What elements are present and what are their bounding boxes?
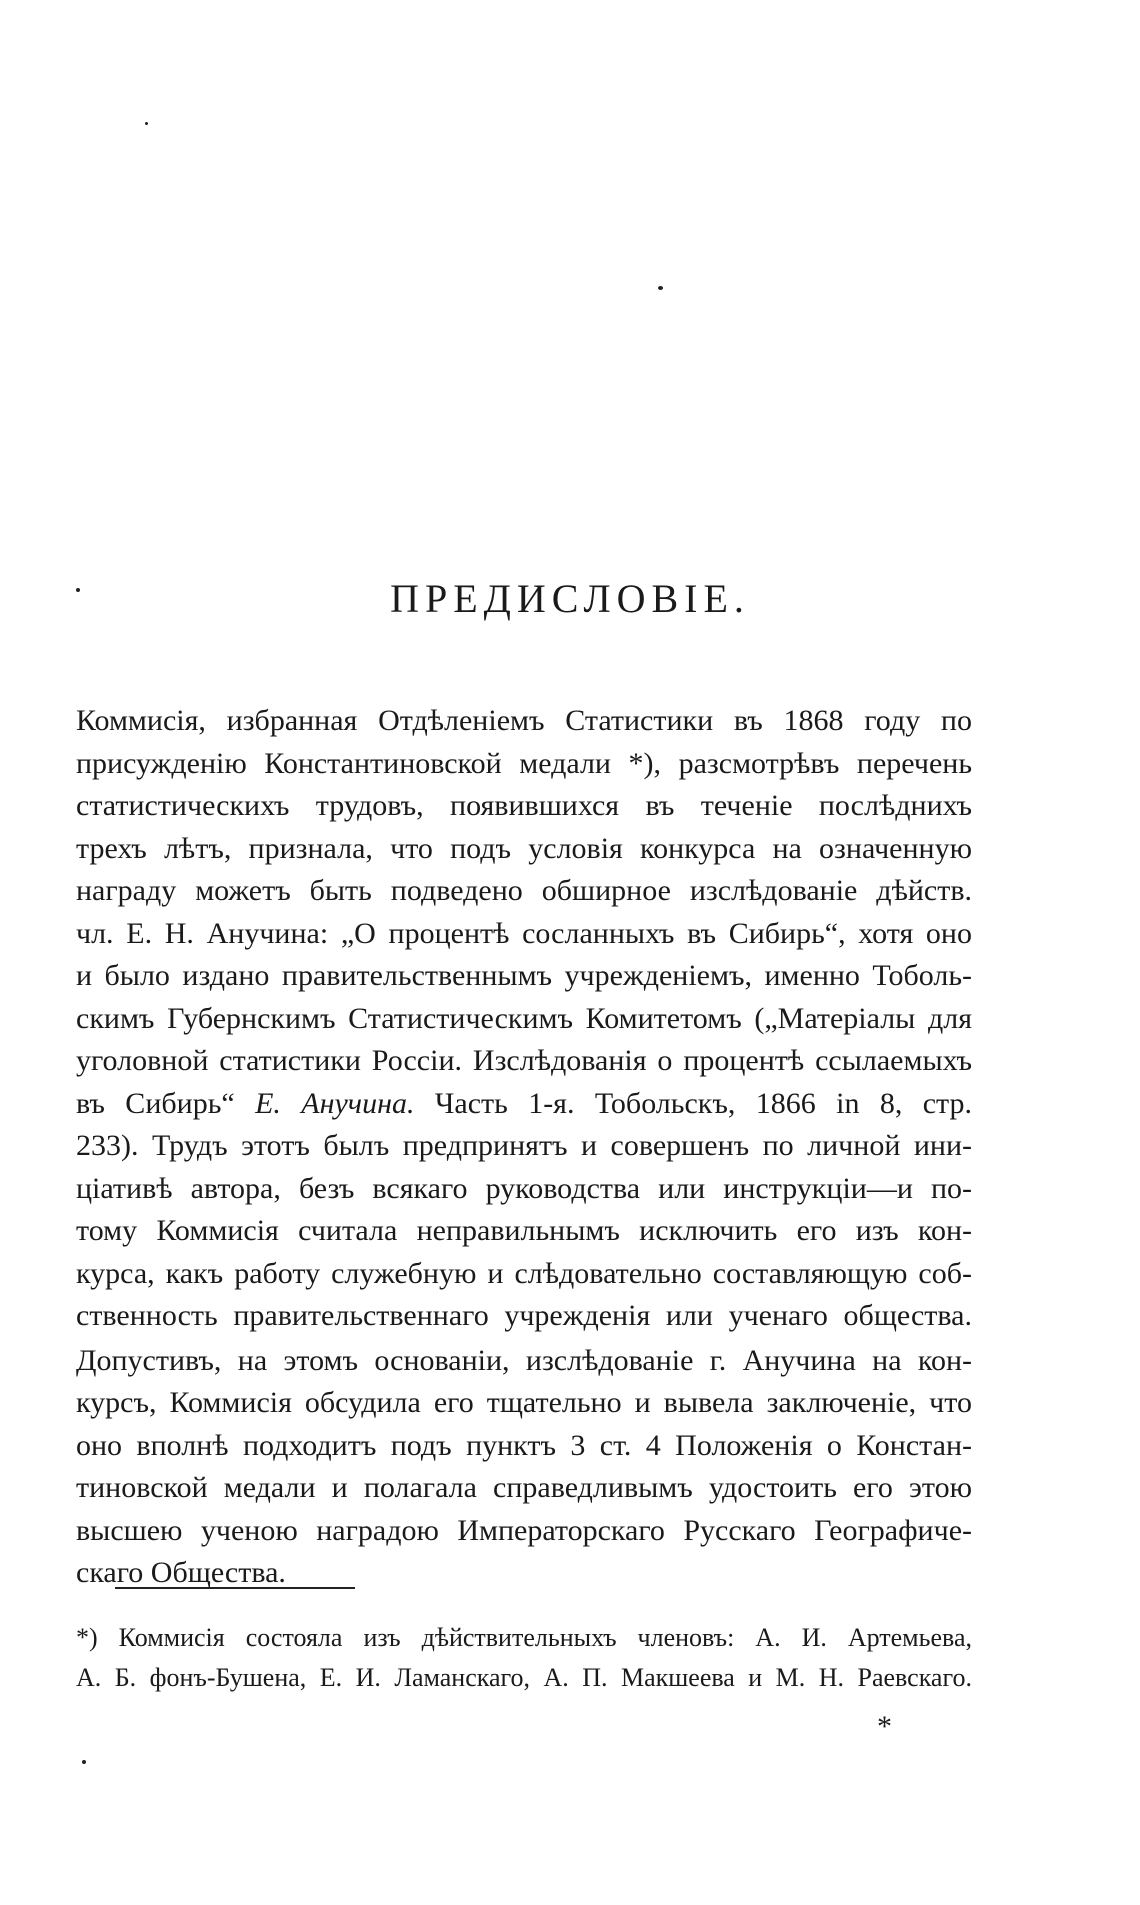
preface-body [76,700,972,1595]
text-fragment: Часть 1-я. Тобольскъ, 1866 in 8, стр. [414,1086,973,1120]
text-line-with-author [76,1083,972,1126]
footnote-line: А. Б. фонъ-Бушена, Е. И. Ламанскаго, А. П. Макшеева и М. Н. Раевскаго. [76,1663,972,1692]
print-speck [82,1760,86,1764]
text-line: тиновской медали и полагала справедливымъ удостоить его этою [76,1471,972,1504]
paragraph-1 [76,700,972,1338]
text-line: скимъ Губернскимъ Статистическимъ Комитетомъ („Матеріалы для [76,1001,972,1035]
footnote-divider [115,1587,355,1589]
text-line: и было издано правительственнымъ учрежденіемъ, именно Тоболь- [76,959,972,992]
text-line: Коммисія, избранная Отдѣленіемъ Статистики въ 1868 году по [76,704,972,737]
text-line: курсъ, Коммисія обсудила его тщательно и вывела заключеніе, что [76,1386,972,1419]
paragraph-2 [76,1340,972,1595]
text-line: присужденію Константиновской медали *), разсмотрѣвъ перечень [76,746,972,780]
text-line: курса, какъ работу служебную и слѣдовательно составляющую соб- [76,1256,972,1290]
text-line: скаго Общества. [76,1556,286,1589]
text-line: ціативѣ автора, безъ всякаго руководства или инструкціи—и по- [76,1171,972,1205]
footnote-line: *) Коммисія состояла изъ дѣйствительныхъ членовъ: А. И. Артемьева, [76,1623,972,1652]
text-line: трехъ лѣтъ, признала, что подъ условія конкурса на означенную [76,831,972,865]
text-line: высшею ученою наградою Императорскаго Русскаго Географиче- [76,1513,972,1547]
text-line: Допустивъ, на этомъ основаніи, изслѣдованіе г. Анучина на кон- [76,1343,972,1377]
print-speck [658,286,663,290]
signature-mark: * [877,1710,892,1743]
text-line: чл. Е. Н. Анучина: „О процентѣ сосланныхъ въ Сибирь“, хотя оно [76,916,972,950]
text-fragment: въ Сибирь“ [76,1086,256,1120]
text-line: награду можетъ быть подведено обширное изслѣдованіе дѣйств. [76,874,972,907]
author-name: Е. Анучина. [255,1086,415,1120]
print-speck [145,122,148,125]
text-line: уголовной статистики Россіи. Изслѣдованія о процентѣ ссылаемыхъ [76,1044,972,1077]
page-title: ПРЕДИСЛОВІЕ. [390,576,750,621]
text-line: оно вполнѣ подходитъ подъ пунктъ 3 ст. 4 Положенія о Констан- [76,1428,972,1462]
text-line: 233). Трудъ этотъ былъ предпринятъ и совершенъ по личной ини- [76,1129,972,1162]
text-line: статистическихъ трудовъ, появившихся въ теченіе послѣднихъ [76,789,972,822]
text-line: ственность правительственнаго учрежденія или ученаго общества. [76,1299,972,1332]
footnote [76,1618,972,1698]
text-line: тому Коммисія считала неправильнымъ исключить его изъ кон- [76,1214,972,1247]
